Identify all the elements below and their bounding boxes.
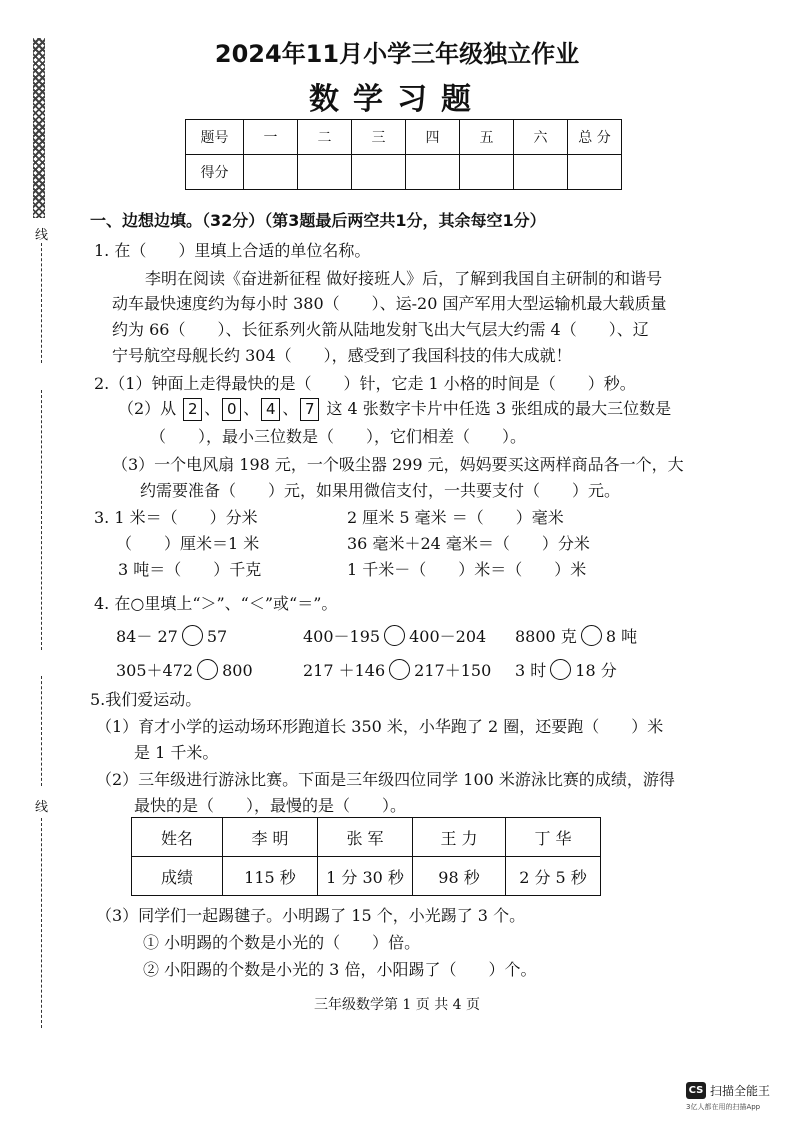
q3-item: 3. 1 米＝（ ）分米 bbox=[94, 508, 258, 527]
table-cell: 王 力 bbox=[413, 818, 506, 857]
compare-right: 18 分 bbox=[575, 661, 617, 680]
table-row bbox=[132, 857, 601, 896]
card-separator: 、 bbox=[204, 399, 221, 418]
q2-part2-line2: （ ），最小三位数是（ ），它们相差（ ）。 bbox=[150, 427, 527, 446]
q3-item: 2 厘米 5 毫米 ＝（ ）毫米 bbox=[347, 508, 564, 527]
compare-item bbox=[303, 658, 491, 681]
page-subtitle: 数学习题 bbox=[309, 82, 485, 117]
scanner-tagline: 3亿人都在用的扫描App bbox=[686, 1103, 761, 1111]
score-input-cell[interactable] bbox=[406, 155, 460, 190]
q1-line: 约为 66（ ）、长征系列火箭从陆地发射飞出大气层大约需 4（ ）、辽 bbox=[112, 320, 649, 339]
digit-card: 4 bbox=[261, 398, 280, 421]
digit-card: 0 bbox=[222, 398, 241, 421]
score-input-cell[interactable] bbox=[568, 155, 622, 190]
digit-card: 7 bbox=[300, 398, 319, 421]
score-input-cell[interactable] bbox=[352, 155, 406, 190]
digit-card: 2 bbox=[183, 398, 202, 421]
compare-circle[interactable] bbox=[581, 625, 602, 646]
score-input-cell[interactable] bbox=[460, 155, 514, 190]
compare-item bbox=[515, 624, 637, 647]
score-cell: 二 bbox=[298, 120, 352, 155]
card-separator: 、 bbox=[243, 399, 260, 418]
cut-line bbox=[41, 676, 42, 786]
q5-part1-line1: （1）育才小学的运动场环形跑道长 350 米，小华跑了 2 圈，还要跑（ ）米 bbox=[96, 717, 664, 736]
compare-right: 800 bbox=[222, 661, 253, 680]
camscanner-logo-icon: CS bbox=[686, 1082, 706, 1099]
compare-right: 217＋150 bbox=[414, 661, 492, 680]
compare-left: 3 时 bbox=[515, 661, 547, 680]
score-cell: 五 bbox=[460, 120, 514, 155]
compare-left: 305＋472 bbox=[116, 661, 194, 680]
scanner-name: 扫描全能王 bbox=[710, 1084, 771, 1098]
table-cell: 115 秒 bbox=[223, 857, 318, 896]
q5-part2-line2: 最快的是（ ），最慢的是（ ）。 bbox=[134, 796, 407, 815]
table-row bbox=[132, 818, 601, 857]
q3-item: 1 千米－（ ）米＝（ ）米 bbox=[347, 560, 587, 579]
table-cell: 丁 华 bbox=[506, 818, 601, 857]
table-cell: 98 秒 bbox=[413, 857, 506, 896]
score-table-score-row bbox=[186, 155, 622, 190]
q5-part3-b: ② 小阳踢的个数是小光的 3 倍，小阳踢了（ ）个。 bbox=[143, 960, 537, 979]
compare-left: 217 ＋146 bbox=[303, 661, 386, 680]
q3-item: 36 毫米＋24 毫米＝（ ）分米 bbox=[347, 534, 590, 553]
compare-item bbox=[116, 658, 253, 681]
score-table-header-row bbox=[186, 120, 622, 155]
compare-circle[interactable] bbox=[182, 625, 203, 646]
q2-part3-line1: （3）一个电风扇 198 元，一个吸尘器 299 元，妈妈要买这两样商品各一个，大 bbox=[112, 455, 684, 474]
score-cell: 得分 bbox=[186, 155, 244, 190]
score-cell: 总 分 bbox=[568, 120, 622, 155]
q5-part1-line2: 是 1 千米。 bbox=[134, 743, 219, 762]
q5-part3: （3）同学们一起踢毽子。小明踢了 15 个，小光踢了 3 个。 bbox=[96, 906, 526, 925]
cut-line bbox=[41, 390, 42, 650]
compare-circle[interactable] bbox=[550, 659, 571, 680]
score-cell: 六 bbox=[514, 120, 568, 155]
q1-line: 李明在阅读《奋进新征程 做好接班人》后，了解到我国自主研制的和谐号 bbox=[145, 269, 663, 288]
binding-margin bbox=[33, 38, 47, 1038]
score-table bbox=[185, 119, 622, 190]
q2-part1: 2.（1）钟面上走得最快的是（ ）针，它走 1 小格的时间是（ ）秒。 bbox=[94, 374, 636, 393]
q2-part2-prefix: （2）从 bbox=[118, 399, 177, 418]
table-cell: 2 分 5 秒 bbox=[506, 857, 601, 896]
q4-stem: 4. 在○里填上“＞”、“＜”或“＝”。 bbox=[94, 594, 338, 613]
q3-item: 3 吨＝（ ）千克 bbox=[118, 560, 262, 579]
q5-part2-line1: （2）三年级进行游泳比赛。下面是三年级四位同学 100 米游泳比赛的成绩，游得 bbox=[96, 770, 675, 789]
cut-line bbox=[41, 243, 42, 363]
section-heading: 一、边想边填。（32分）（第3题最后两空共1分，其余每空1分） bbox=[90, 211, 546, 230]
q1-line: 动车最快速度约为每小时 380（ ）、运-20 国产军用大型运输机最大载质量 bbox=[112, 294, 667, 313]
q1-line: 宁号航空母舰长约 304（ ），感受到了我国科技的伟大成就！ bbox=[112, 346, 572, 365]
table-cell: 1 分 30 秒 bbox=[318, 857, 413, 896]
page-title: 2024年11月小学三年级独立作业 bbox=[214, 40, 580, 68]
compare-circle[interactable] bbox=[389, 659, 410, 680]
table-cell: 成绩 bbox=[132, 857, 223, 896]
q5-stem: 5.我们爱运动。 bbox=[90, 690, 202, 709]
score-input-cell[interactable] bbox=[298, 155, 352, 190]
table-cell: 李 明 bbox=[223, 818, 318, 857]
score-cell: 一 bbox=[244, 120, 298, 155]
compare-item bbox=[116, 624, 227, 647]
compare-right: 57 bbox=[206, 627, 228, 646]
binding-mark-top: 线 bbox=[35, 228, 49, 243]
binding-mark-bottom: 线 bbox=[35, 800, 49, 815]
compare-item bbox=[515, 658, 617, 681]
score-input-cell[interactable] bbox=[514, 155, 568, 190]
compare-circle[interactable] bbox=[384, 625, 405, 646]
q2-part3-line2: 约需要准备（ ）元，如果用微信支付，一共要支付（ ）元。 bbox=[140, 481, 621, 500]
compare-left: 8800 克 bbox=[515, 627, 577, 646]
q2-part2 bbox=[118, 396, 671, 421]
score-cell: 题号 bbox=[186, 120, 244, 155]
q5-part3-a: ① 小明踢的个数是小光的（ ）倍。 bbox=[143, 933, 421, 952]
compare-circle[interactable] bbox=[197, 659, 218, 680]
compare-right: 8 吨 bbox=[605, 627, 638, 646]
q2-part2-suffix: 这 4 张数字卡片中任选 3 张组成的最大三位数是 bbox=[326, 399, 672, 418]
compare-item bbox=[303, 624, 486, 647]
q1-stem: 1. 在（ ）里填上合适的单位名称。 bbox=[94, 241, 371, 260]
swim-results-table bbox=[131, 817, 601, 896]
compare-right: 400－204 bbox=[409, 627, 487, 646]
score-cell: 四 bbox=[406, 120, 460, 155]
table-cell: 姓名 bbox=[132, 818, 223, 857]
score-cell: 三 bbox=[352, 120, 406, 155]
card-separator: 、 bbox=[282, 399, 299, 418]
compare-left: 400－195 bbox=[303, 627, 381, 646]
page-footer: 三年级数学第 1 页 共 4 页 bbox=[313, 997, 481, 1013]
table-cell: 张 军 bbox=[318, 818, 413, 857]
score-input-cell[interactable] bbox=[244, 155, 298, 190]
compare-left: 84－ 27 bbox=[116, 627, 178, 646]
q3-item: （ ）厘米＝1 米 bbox=[116, 534, 260, 553]
